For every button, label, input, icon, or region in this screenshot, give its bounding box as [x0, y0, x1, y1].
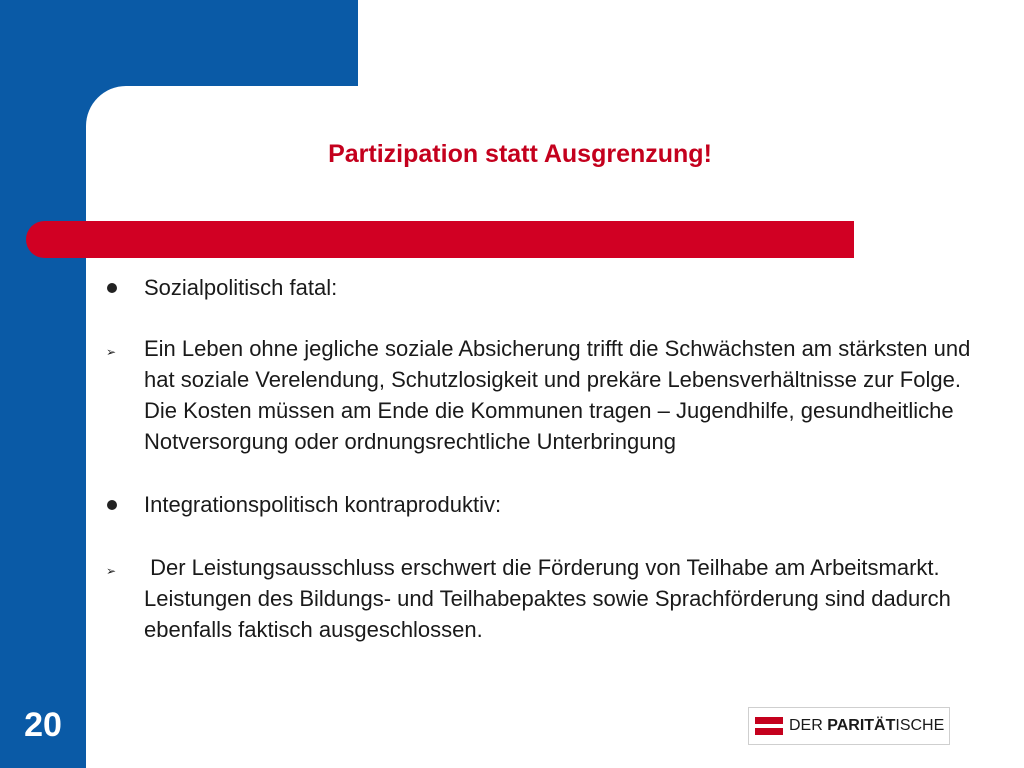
sub-item	[100, 333, 980, 457]
logo-stripes-icon	[755, 715, 783, 737]
logo-name-bold: PARITÄT	[827, 717, 896, 734]
sub-item-text: Der Leistungsausschluss erschwert die Förderung von Teilhabe am Arbeitsmarkt. Leistungen des Bildungs- und Teilhabepaktes sowie Sprachförderung sind dadurch ebenfalls faktisch ausgeschlossen.	[144, 555, 957, 642]
left-blue-bar	[0, 0, 86, 768]
logo-text	[789, 717, 944, 735]
arrow-bullet-icon: ➢	[106, 345, 117, 359]
bullet-item	[100, 272, 980, 303]
logo-prefix: DER	[789, 717, 828, 734]
sub-item	[100, 552, 980, 645]
red-divider-bar	[26, 221, 854, 258]
paritaetische-logo	[748, 707, 950, 745]
slide-content	[100, 270, 980, 645]
sub-item-text: Ein Leben ohne jegliche soziale Absicherung trifft die Schwächsten am stärksten und hat soziale Verelendung, Schutzlosigkeit und prekäre Lebensverhältnisse zur Folge. Die Kosten müssen am Ende die Kommunen tragen – Jugendhilfe, gesundheitliche Notversorgung oder ordnungsrechtliche Unterbringung	[144, 336, 971, 454]
slide-number: 20	[24, 706, 62, 744]
arrow-bullet-icon: ➢	[106, 564, 117, 578]
bullet-dot-icon	[107, 283, 117, 293]
content-corner	[86, 86, 166, 166]
bullet-item	[100, 489, 980, 520]
top-blue-block	[86, 0, 358, 86]
bullet-text: Sozialpolitisch fatal:	[144, 275, 338, 300]
bullet-dot-icon	[107, 500, 117, 510]
slide-title: Partizipation statt Ausgrenzung!	[328, 140, 712, 168]
bullet-text: Integrationspolitisch kontraproduktiv:	[144, 492, 502, 517]
logo-suffix: ISCHE	[895, 717, 945, 734]
